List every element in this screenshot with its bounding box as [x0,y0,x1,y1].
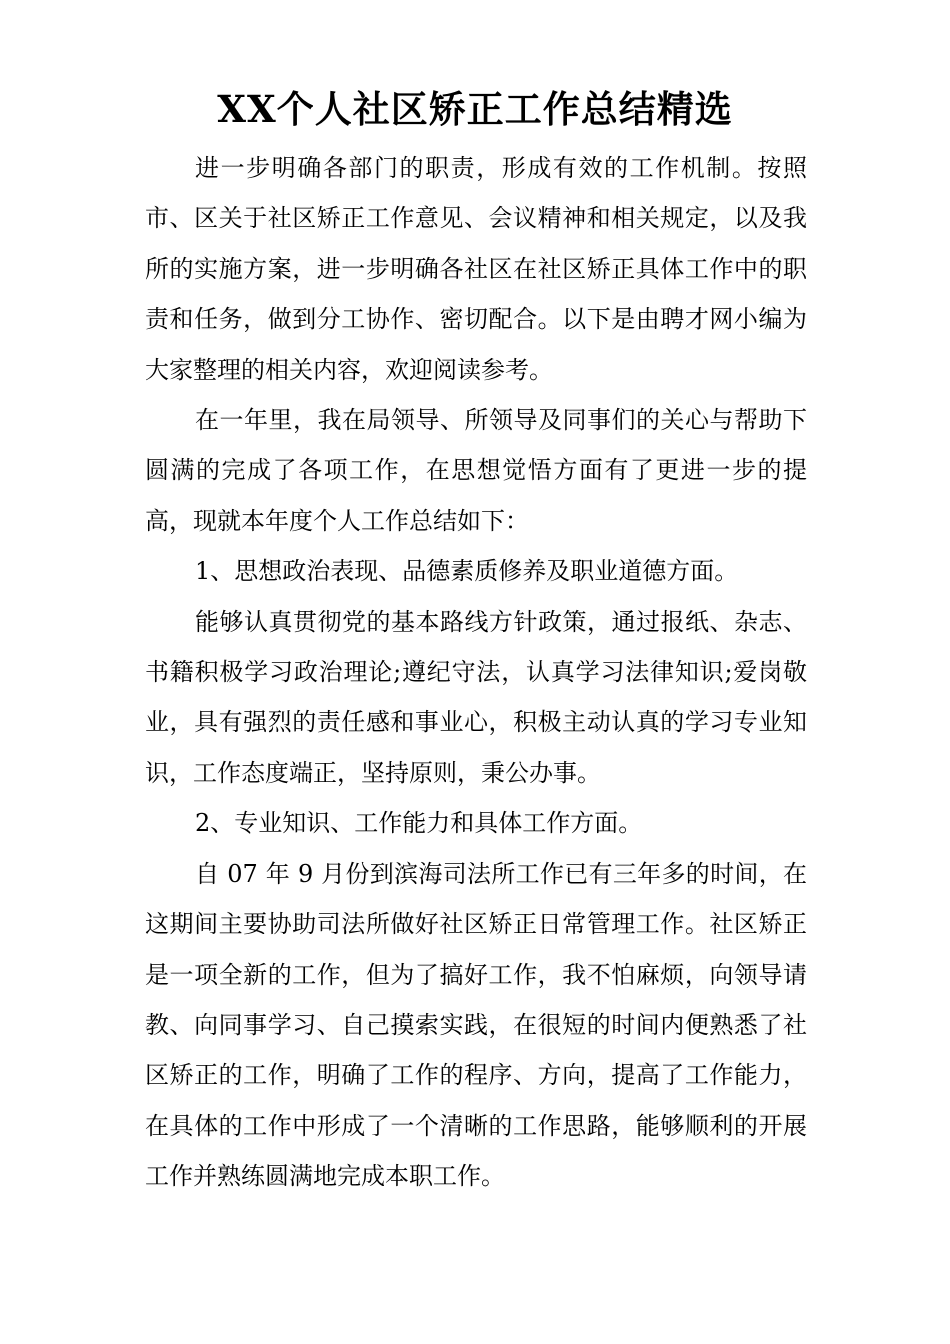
paragraph-heading-2: 2、专业知识、工作能力和具体工作方面。 [195,809,643,838]
paragraph-heading-1: 1、思想政治表现、品德素质修养及职业道德方面。 [195,557,739,586]
paragraph-summary-lead: 在一年里，我在局领导、所领导及同事们的关心与帮助下圆满的完成了各项工作，在思想觉悟方面有了更进一步的提高，现就本年度个人工作总结如下： [145,406,807,535]
paragraph-section-2: 自 07 年 9 月份到滨海司法所工作已有三年多的时间，在这期间主要协助司法所做好社区矫正日常管理工作。社区矫正是一项全新的工作，但为了搞好工作，我不怕麻烦，向领导请教、向同事学习、自己摸索实践，在很短的时间内便熟悉了社区矫正的工作，明确了工作的程序、方向，提高了工作能力，在具体的工作中形成了一个清晰的工作思路，能够顺利的开展工作并熟练圆满地完成本职工作。 [145,859,807,1191]
paragraph-section-1: 能够认真贯彻党的基本路线方针政策，通过报纸、杂志、书籍积极学习政治理论;遵纪守法，认真学习法律知识;爱岗敬业，具有强烈的责任感和事业心，积极主动认真的学习专业知识，工作态度端正，坚持原则，秉公办事。 [145,607,807,787]
document-title: XX个人社区矫正工作总结精选 [217,87,733,131]
paragraph-intro: 进一步明确各部门的职责，形成有效的工作机制。按照市、区关于社区矫正工作意见、会议精神和相关规定，以及我所的实施方案，进一步明确各社区在社区矫正具体工作中的职责和任务，做到分工协作、密切配合。以下是由聘才网小编为大家整理的相关内容，欢迎阅读参考。 [145,154,807,384]
document-body [145,143,807,1202]
